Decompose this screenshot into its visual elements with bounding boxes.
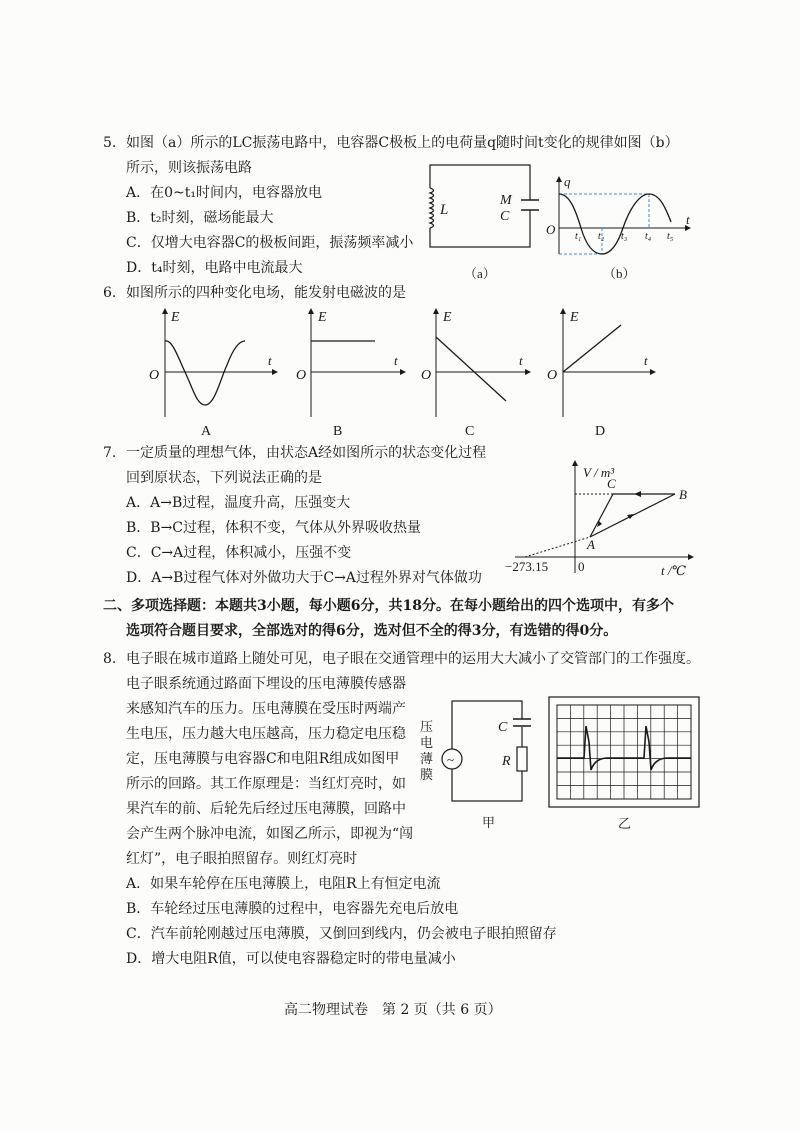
q8-stem-line9: 红灯”，电子眼拍照留存。则红灯亮时: [126, 851, 358, 867]
q8-number: 8.: [103, 651, 117, 667]
circuit-loop: [452, 701, 522, 801]
e-axis-label: E: [171, 310, 180, 325]
state-a-label: A: [587, 537, 595, 552]
q8-stem-line1: 电子眼在城市道路上随处可见，电子眼在交通管理中的运用大大减小了交管部门的工作强度。: [126, 651, 700, 667]
q8-piezo-circuit-diagram: [418, 695, 533, 835]
charge-curve: [559, 194, 671, 254]
tick-t2: t₂: [598, 231, 605, 242]
q6-graph-b: [293, 305, 433, 440]
q8-stem-line8: 会产生两个脉冲电流，如图乙所示，即视为“闯: [126, 826, 414, 842]
origin-label: O: [547, 368, 558, 383]
section2-heading-line1: 二、多项选择题：本题共3小题，每小题6分，共18分。在每小题给出的四个选项中，有多个: [103, 598, 674, 614]
graph-a-label: A: [201, 424, 212, 439]
film-label-1: 压: [420, 719, 434, 734]
capacitor-label: C: [500, 209, 510, 224]
q7-option-d: D．A→B过程气体对外做功大于C→A过程外界对气体做功: [126, 570, 482, 586]
q5-option-a: A．在0~t₁时间内，电容器放电: [126, 185, 322, 201]
tick-t5: t₅: [667, 231, 674, 242]
v-axis-label: V / m³: [583, 465, 615, 480]
e-axis-label: E: [318, 310, 327, 325]
resistor-label: R: [502, 754, 511, 769]
tick-t4: t₄: [645, 231, 652, 242]
q8-stem-line4: 生电压，压力越大电压越高，压力稳定电压稳: [126, 726, 406, 742]
fig-a-caption: （a）: [464, 266, 496, 281]
q8-option-c: C．汽车前轮刚越过压电薄膜，又倒回到线内，仍会被电子眼拍照留存: [126, 926, 557, 942]
q7-option-b: B．B→C过程，体积不变，气体从外界吸收热量: [126, 520, 422, 536]
q7-volume-temperature-graph: [505, 455, 700, 580]
e-axis-label: E: [570, 310, 579, 325]
q7-option-a: A．A→B过程，温度升高，压强变大: [126, 495, 351, 511]
e-curve: [165, 341, 245, 405]
q7-option-c: C．C→A过程，体积减小，压强不变: [126, 545, 352, 561]
origin-label: 0: [578, 559, 585, 574]
t-axis-label: t: [686, 212, 690, 227]
q6-graph-c: [418, 305, 558, 440]
e-decreasing-line: [436, 337, 506, 401]
graph-c-label: C: [465, 424, 475, 439]
q8-option-a: A．如果车轮停在压电薄膜上，电阻R上有恒定电流: [126, 876, 441, 892]
origin-label: O: [546, 222, 556, 237]
q7-number: 7.: [103, 445, 117, 461]
extrapolation-dotted-line: [525, 537, 590, 557]
q5-stem-line1: 如图（a）所示的LC振荡电路中，电容器C极板上的电荷量q随时间t变化的规律如图（b）: [126, 135, 679, 151]
intercept-label: −273.15: [505, 559, 549, 574]
film-label-4: 膜: [420, 767, 434, 782]
q8-option-b: B．车轮经过压电薄膜的过程中，电容器先充电后放电: [126, 901, 459, 917]
t-axis-label: t: [394, 353, 398, 368]
page-footer: 高二物理试卷 第 2 页（共 6 页）: [284, 1002, 502, 1018]
q8-stem-line3: 来感知汽车的压力。压电薄膜在受压时两端产: [126, 701, 406, 717]
t-axis-label: t: [268, 353, 272, 368]
q5-number: 5.: [103, 135, 117, 151]
graph-b-label: B: [333, 424, 343, 439]
q5-stem-line2: 所示，则该振荡电路: [126, 160, 252, 176]
inductor-label: L: [440, 202, 449, 218]
tick-t1: t₁: [575, 231, 582, 242]
e-increasing-line: [563, 325, 621, 372]
q5-option-b: B．t₂时刻，磁场能最大: [126, 210, 274, 226]
fig-yi-caption: 乙: [618, 816, 632, 831]
section2-heading-line2: 选项符合题目要求，全部选对的得6分，选对但不全的得3分，有选错的得0分。: [126, 623, 618, 639]
q8-stem-line5: 定，压电薄膜与电容器C和电阻R组成如图甲: [126, 751, 400, 767]
origin-label: O: [296, 368, 307, 383]
origin-label: O: [149, 368, 160, 383]
t-axis-label: t: [519, 353, 523, 368]
film-label-2: 电: [420, 735, 434, 750]
q8-stem-line6: 所示的回路。其工作原理是：当红灯亮时，如: [126, 776, 406, 792]
capacitor-label: C: [498, 720, 508, 735]
q5-charge-time-graph: [545, 172, 695, 284]
q5-option-c: C．仅增大电容器C的极板间距，振荡频率减小: [126, 235, 414, 251]
q6-graph-a: [145, 305, 285, 440]
q7-stem-line1: 一定质量的理想气体，由状态A经如图所示的状态变化过程: [126, 445, 487, 461]
q6-stem: 如图所示的四种变化电场，能发射电磁波的是: [126, 285, 406, 301]
q5-lc-circuit-diagram: [420, 160, 540, 285]
e-axis-label: E: [443, 310, 452, 325]
tick-t3: t₃: [621, 231, 628, 242]
q8-stem-line7: 果汽车的前、后轮先后经过压电薄膜，回路中: [126, 801, 406, 817]
t-axis-label: t: [644, 353, 648, 368]
state-c-label: C: [607, 476, 616, 491]
resistor-icon: [517, 747, 527, 771]
graph-d-label: D: [595, 424, 606, 439]
q8-stem-line2: 电子眼系统通过路面下埋设的压电薄膜传感器: [126, 676, 406, 692]
fig-jia-caption: 甲: [482, 815, 496, 830]
q8-option-d: D．增大电阻R值，可以使电容器稳定时的带电量减小: [126, 951, 456, 967]
q-axis-label: q: [564, 174, 571, 189]
state-b-label: B: [679, 487, 687, 502]
t-axis-label: t /℃: [661, 563, 687, 578]
ac-source-symbol: ~: [447, 752, 455, 767]
fig-b-caption: （b）: [603, 266, 636, 281]
plate-label-m: M: [500, 193, 512, 208]
film-label-3: 薄: [420, 751, 434, 766]
q6-graph-d: [543, 305, 683, 440]
origin-label: O: [421, 368, 432, 383]
q7-stem-line2: 回到原状态，下列说法正确的是: [126, 470, 322, 486]
q6-number: 6.: [103, 285, 117, 301]
q5-option-d: D．t₄时刻，电路中电流最大: [126, 260, 303, 276]
q8-oscilloscope-screen: [548, 696, 700, 836]
